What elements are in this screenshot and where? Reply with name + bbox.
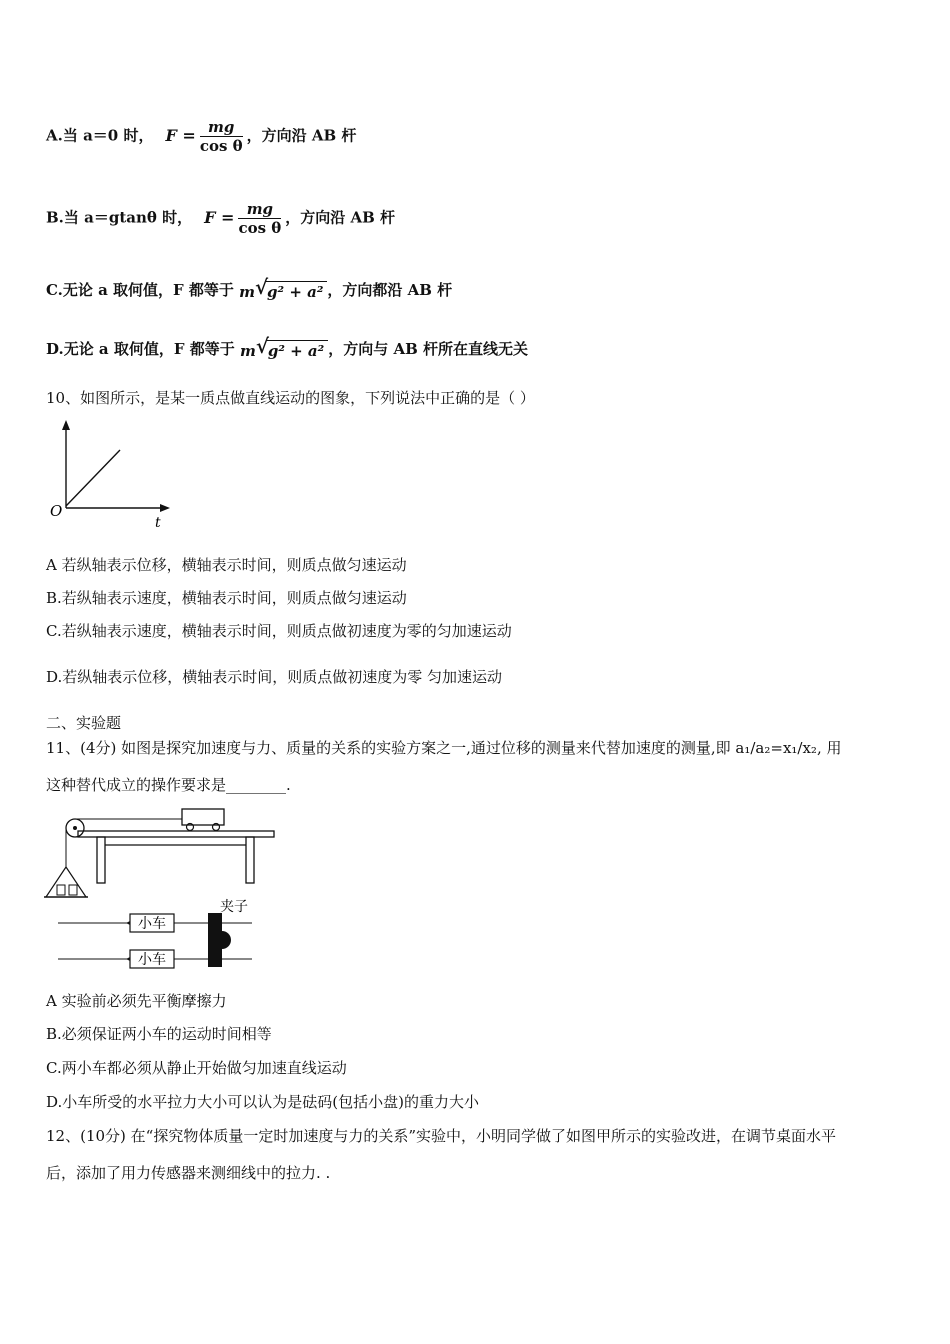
- sqrt-icon: √: [255, 274, 269, 299]
- option-tail: ，方向与 AB 杆所在直线无关: [328, 340, 528, 358]
- sqrt-expression: [239, 274, 327, 302]
- formula-lhs: F =: [165, 125, 196, 145]
- q11-option-d: D.小车所受的水平拉力大小可以认为是砝码(包括小盘)的重力大小: [46, 1093, 479, 1111]
- option-9d: [46, 333, 528, 361]
- q10-option-c: C.若纵轴表示速度，横轴表示时间，则质点做初速度为零的匀加速运动: [46, 622, 512, 640]
- table-leg: [246, 837, 254, 883]
- option-9c: [46, 274, 453, 302]
- option-9a: [46, 118, 356, 155]
- sqrt-coefficient: m: [239, 341, 256, 360]
- y-axis-arrow-icon: [62, 420, 70, 430]
- fraction-denominator: cos θ: [238, 219, 282, 237]
- question-11-stem-line1: 11、(4分) 如图是探究加速度与力、质量的关系的实验方案之一,通过位移的测量来代替加速度的测量,即 a₁/a₂=x₁/x₂, 用: [46, 739, 842, 757]
- x-axis-arrow-icon: [160, 504, 170, 512]
- cart-label-2: 小车: [138, 952, 166, 968]
- fraction-numerator: mg: [200, 118, 243, 137]
- option-tail: ，方向沿 AB 杆: [285, 208, 396, 227]
- origin-label: O: [50, 502, 63, 520]
- sqrt-radicand: g² + a²: [265, 281, 327, 302]
- q10-option-a: A 若纵轴表示位移，横轴表示时间，则质点做匀速运动: [46, 556, 407, 574]
- option-tail: ，方向沿 AB 杆: [246, 126, 357, 145]
- cart-label-1: 小车: [138, 916, 166, 932]
- question-10-stem: 10、如图所示，是某一质点做直线运动的图象，下列说法中正确的是（ ）: [46, 389, 535, 407]
- weight-icon: [57, 885, 65, 895]
- sqrt-icon: √: [255, 333, 269, 358]
- fraction-denominator: cos θ: [199, 137, 243, 155]
- q10-graph: [44, 418, 174, 533]
- x-axis-label: t: [155, 515, 161, 531]
- sqrt-coefficient: m: [239, 282, 256, 301]
- clip-label: 夹子: [220, 899, 248, 915]
- sqrt-radicand: g² + a²: [266, 340, 328, 361]
- table-top: [78, 831, 274, 837]
- option-label: C.无论 a 取何值，F 都等于: [46, 281, 234, 299]
- option-label: D.无论 a 取何值，F 都等于: [46, 340, 235, 358]
- question-12-line2: 后，添加了用力传感器来测细线中的拉力. .: [46, 1164, 331, 1182]
- sqrt-expression: [239, 333, 328, 361]
- weight-icon: [69, 885, 77, 895]
- q11-option-a: A 实验前必须先平衡摩擦力: [46, 992, 227, 1010]
- clip-icon: [208, 913, 222, 967]
- cart-icon: [182, 809, 224, 825]
- question-12-line1: 12、(10分) 在“探究物体质量一定时加速度与力的关系”实验中，小明同学做了如图甲所示的实验改进，在调节桌面水平: [46, 1127, 836, 1145]
- option-9b: [46, 200, 395, 237]
- question-11-stem-line2: 这种替代成立的操作要求是________.: [46, 776, 291, 794]
- q11-option-b: B.必须保证两小车的运动时间相等: [46, 1025, 272, 1043]
- q11-option-c: C.两小车都必须从静止开始做匀加速直线运动: [46, 1059, 347, 1077]
- graph-line: [66, 450, 120, 506]
- fraction: [238, 200, 281, 237]
- option-label: A.当 a＝0 时，: [46, 126, 154, 145]
- q10-option-b: B.若纵轴表示速度，横轴表示时间，则质点做匀速运动: [46, 589, 407, 607]
- option-label: B.当 a＝gtanθ 时，: [46, 208, 193, 227]
- table-leg: [97, 837, 105, 883]
- option-tail: ，方向都沿 AB 杆: [327, 281, 453, 299]
- fraction: [200, 118, 243, 155]
- section-heading: 二、实验题: [46, 714, 122, 732]
- fraction-numerator: mg: [238, 200, 281, 219]
- q10-option-d: D.若纵轴表示位移，横轴表示时间，则质点做初速度为零 匀加速运动: [46, 668, 503, 686]
- formula-lhs: F =: [204, 207, 235, 227]
- q11-apparatus-diagram: [42, 805, 282, 975]
